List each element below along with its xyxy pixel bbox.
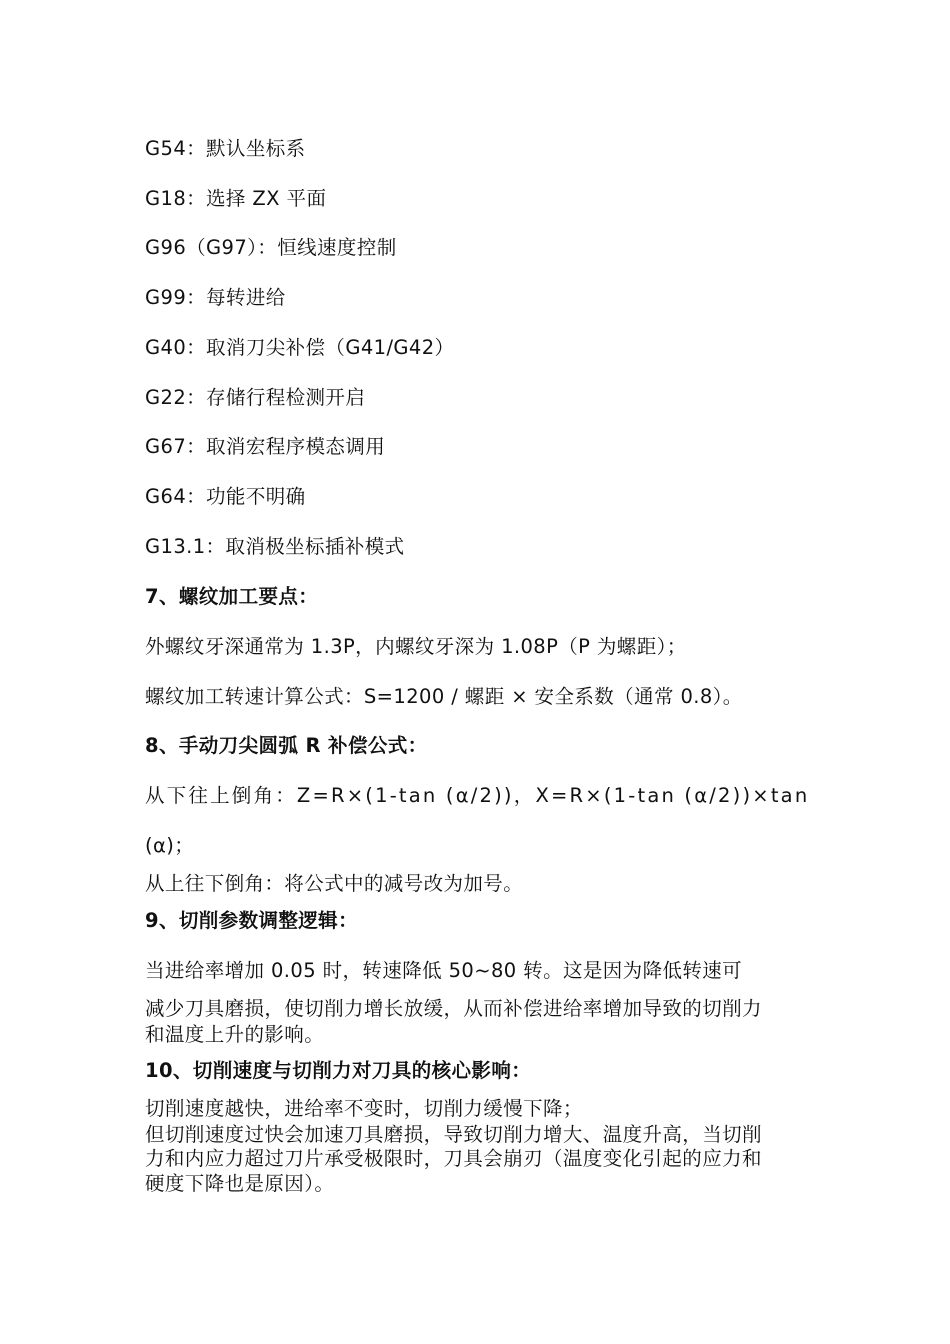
cutting-params-line-2: 减少刀具磨损，使切削力增长放缓，从而补偿进给率增加导致的切削力 <box>145 997 762 1020</box>
gcode-line-g99: G99：每转进给 <box>145 286 286 309</box>
gcode-line-g96: G96（G97）：恒线速度控制 <box>145 236 397 259</box>
cutting-params-line-3: 和温度上升的影响。 <box>145 1023 325 1046</box>
section-heading-nose-radius: 8、手动刀尖圆弧 R 补偿公式： <box>145 734 428 757</box>
speed-force-line-4: 硬度下降也是原因）。 <box>145 1172 335 1195</box>
gcode-line-g54: G54：默认坐标系 <box>145 137 306 160</box>
thread-speed-formula-line: 螺纹加工转速计算公式：S=1200 / 螺距 × 安全系数（通常 0.8）。 <box>145 685 743 708</box>
section-heading-cutting-params: 9、切削参数调整逻辑： <box>145 909 358 932</box>
gcode-line-g40: G40：取消刀尖补偿（G41/G42） <box>145 336 455 359</box>
chamfer-bottom-up-line: 从下往上倒角：Z=R×(1-tan (α/2))，X=R×(1-tan (α/2))×tan <box>145 784 810 807</box>
section-heading-speed-force: 10、切削速度与切削力对刀具的核心影响： <box>145 1059 532 1082</box>
cutting-params-line-1: 当进给率增加 0.05 时，转速降低 50~80 转。这是因为降低转速可 <box>145 959 743 982</box>
gcode-line-g13-1: G13.1：取消极坐标插补模式 <box>145 535 405 558</box>
speed-force-line-3: 力和内应力超过刀片承受极限时，刀具会崩刃（温度变化引起的应力和 <box>145 1147 762 1170</box>
speed-force-line-1: 切削速度越快，进给率不变时，切削力缓慢下降； <box>145 1097 583 1120</box>
gcode-line-g67: G67：取消宏程序模态调用 <box>145 435 386 458</box>
chamfer-bottom-up-cont: (α)； <box>145 834 195 857</box>
thread-depth-line: 外螺纹牙深通常为 1.3P，内螺纹牙深为 1.08P（P 为螺距）； <box>145 635 687 658</box>
speed-force-line-2: 但切削速度过快会加速刀具磨损，导致切削力增大、温度升高，当切削 <box>145 1123 762 1146</box>
chamfer-top-down-line: 从上往下倒角：将公式中的减号改为加号。 <box>145 872 524 895</box>
gcode-line-g18: G18：选择 ZX 平面 <box>145 187 327 210</box>
section-heading-thread: 7、螺纹加工要点： <box>145 585 319 608</box>
gcode-line-g64: G64：功能不明确 <box>145 485 306 508</box>
gcode-line-g22: G22：存储行程检测开启 <box>145 386 366 409</box>
